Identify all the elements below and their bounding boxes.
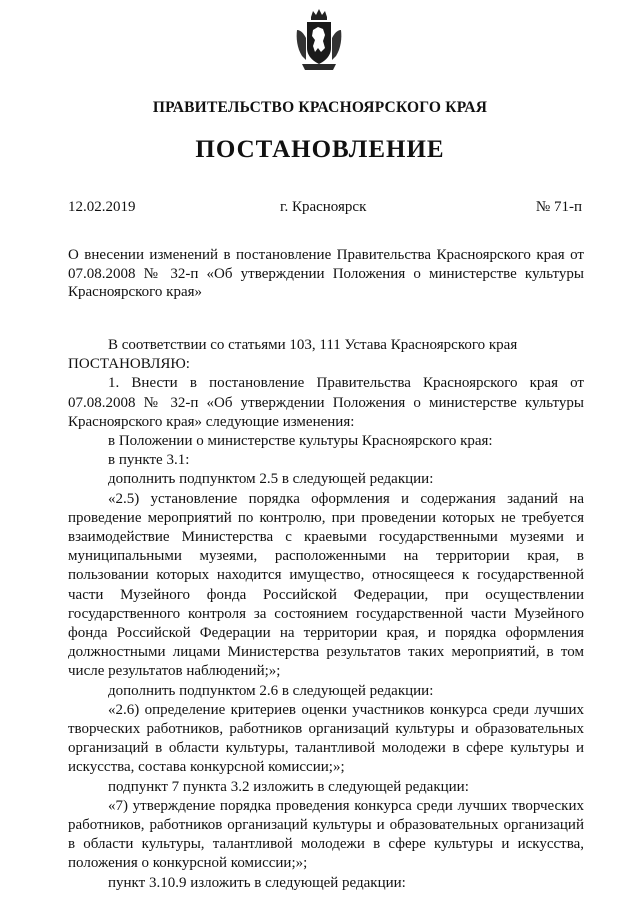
document-number: № 71-п bbox=[535, 199, 582, 215]
document-body bbox=[68, 336, 584, 893]
document-city: г. Красноярск bbox=[280, 199, 367, 215]
document-type-title: ПОСТАНОВЛЕНИЕ bbox=[195, 136, 445, 163]
document-subject: О внесении изменений в постановление Правительства Красноярского края от 07.08.2008 № 32-п «Об утверждении Положения о министерстве культуры Красноярского края» bbox=[68, 247, 584, 300]
preamble-paragraph: В соответствии со статьями 103, 111 Устава Красноярского края bbox=[108, 337, 518, 353]
body-paragraph: «2.5) установление порядка оформления и содержания заданий на проведение мероприятий по контролю, при проведении которых не требуется взаимодействие Министерства с краевыми государственными музеями и муниципальными музеями, расположенными на территории края, в пользовании которых находится имущество, относящееся к государственной части Музейного фонда Российской Федерации, при осуществлении государственного контроля за состоянием государственной части Музейного фонда Российской Федерации на территории края, и порядка оформления должностными лицами Министерства результатов таких мероприятий, в том числе результатов наблюдений;»; bbox=[68, 490, 584, 680]
body-paragraph: «7) утверждение порядка проведения конкурса среди лучших творческих работников, работников организаций культуры и образовательных организаций в области культуры, талантливой молодежи в сфере культуры и искусства, положения о конкурсной комиссии;»; bbox=[68, 797, 584, 872]
body-paragraph: подпункт 7 пункта 3.2 изложить в следующей редакции: bbox=[108, 778, 469, 795]
body-paragraph: пункт 3.10.9 изложить в следующей редакции: bbox=[108, 874, 406, 891]
body-paragraph: в Положении о министерстве культуры Красноярского края: bbox=[108, 433, 493, 450]
body-paragraph: дополнить подпунктом 2.5 в следующей редакции: bbox=[108, 471, 434, 488]
body-paragraph: дополнить подпунктом 2.6 в следующей редакции: bbox=[108, 682, 434, 699]
body-paragraph: 1. Внести в постановление Правительства Красноярского края от 07.08.2008 № 32-п «Об утверждении Положения о министерстве культуры Красноярского края» следующие изменения: bbox=[68, 375, 584, 430]
government-title: ПРАВИТЕЛЬСТВО КРАСНОЯРСКОГО КРАЯ bbox=[152, 99, 488, 116]
body-paragraph: «2.6) определение критериев оценки участников конкурса среди лучших творческих работников, работников организаций культуры и образовательных организаций в области культуры, талантливой молодежи в сфере культуры и искусства, состава конкурсной комиссии;»; bbox=[68, 701, 584, 776]
decree-word: ПОСТАНОВЛЯЮ: bbox=[68, 356, 190, 373]
document-date: 12.02.2019 bbox=[68, 199, 136, 215]
coat-of-arms-icon bbox=[294, 8, 344, 72]
body-paragraph: в пункте 3.1: bbox=[108, 452, 190, 469]
